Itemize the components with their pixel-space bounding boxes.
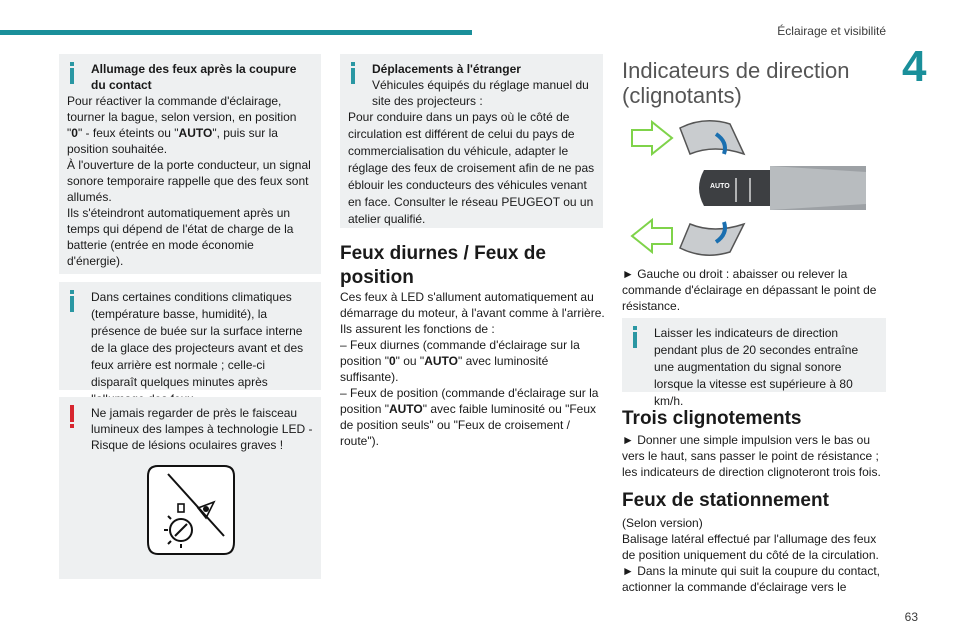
box-paragraph: Ils s'éteindront automatiquement après un temps qui dépend de l'état de charge de la batterie (entrée en mode économie d'énergie).: [67, 206, 294, 268]
warning-box-led: [59, 397, 321, 579]
section-body: Ces feux à LED s'allument automatiquement au démarrage du moteur, à l'avant comme à l'arrière. Ils assurent les fonctions de : – Feux diurnes (commande d'éclairage sur la position "0" ou "AUTO" avec luminosité suffisante). – Feux de position (commande d'éclairage sur la position "AUTO" avec faible luminosité ou "Feux de position seuls" ou "Feux de croisement / route").: [340, 290, 605, 448]
three-flashes-body: ► Donner une simple impulsion vers le bas ou vers le haut, sans passer le point de résistance ; les indicateurs de direction clignoteront trois fois.: [622, 433, 881, 479]
header-title: Éclairage et visibilité: [777, 24, 886, 38]
box-paragraph: Véhicules équipés du réglage manuel du site des projecteurs :: [372, 78, 589, 108]
info-box-indicator-sound: [622, 318, 886, 408]
section-title-daytime-lights: Feux diurnes / Feux de position: [340, 243, 546, 288]
box-paragraph: Pour conduire dans un pays où le côté de circulation est différent de celui du pays de commercialisation du véhicule, adapter le réglage des feux de croisement afin de ne pas éblouir les conducteurs des véhicules venant en face. Consulter le réseau PEUGEOT ou un atelier qualifié.: [348, 110, 595, 226]
section-title-indicators: Indicateurs de direction (clignotants): [622, 58, 850, 108]
indicator-stalk-illustration: [624, 114, 870, 262]
info-icon: [68, 290, 78, 312]
header-accent-bar: [0, 30, 472, 35]
box-paragraph: À l'ouverture de la porte conducteur, un signal sonore temporaire rappelle que des feux sont allumés.: [67, 158, 311, 204]
warning-icon: [68, 405, 76, 429]
box-paragraph: Ne jamais regarder de près le faisceau lumineux des lampes à technologie LED - Risque de lésions oculaires graves !: [91, 406, 313, 452]
section-title-three-flashes: Trois clignotements: [622, 408, 802, 429]
info-icon: [68, 62, 78, 84]
indicator-instruction: ► Gauche ou droit : abaisser ou relever la commande d'éclairage en dépassant le point de résistance.: [622, 267, 877, 313]
info-box-travel-abroad: [340, 54, 603, 228]
box-paragraph: Laisser les indicateurs de direction pendant plus de 20 secondes entraîne une augmentation du signal sonore lorsque la vitesse est supérieure à 80 km/h.: [654, 326, 859, 408]
box-title: Allumage des feux après la coupure du contact: [91, 62, 297, 92]
box-paragraph: Dans certaines conditions climatiques (température basse, humidité), la présence de buée sur la surface interne de la glace des projecteurs avant et des feux arrière est normale ; celle-ci disparaît quelques minutes après: [91, 290, 304, 389]
info-box-lights-after-ignition: [59, 54, 321, 274]
led-eye-hazard-icon: [146, 464, 236, 556]
info-box-condensation: [59, 282, 321, 390]
section-title-parking-lights: Feux de stationnement: [622, 490, 829, 511]
info-icon: [349, 62, 359, 84]
box-paragraph: Pour réactiver la commande d'éclairage, tourner la bague, selon version, en position "0" - feux éteints ou "AUTO", puis sur la position souhaitée.: [67, 94, 297, 156]
page-number: 63: [904, 610, 918, 624]
parking-lights-body: (Selon version) Balisage latéral effectué par l'allumage des feux de position uniquement du côté de la circulation. ► Dans la minute qui suit la coupure du contact, actionner la commande d'éclairage vers le: [622, 516, 881, 594]
box-title: Déplacements à l'étranger: [372, 62, 521, 76]
stalk-auto-label: AUTO: [710, 183, 730, 190]
info-icon: [631, 326, 641, 348]
chapter-number: 4: [902, 42, 927, 91]
